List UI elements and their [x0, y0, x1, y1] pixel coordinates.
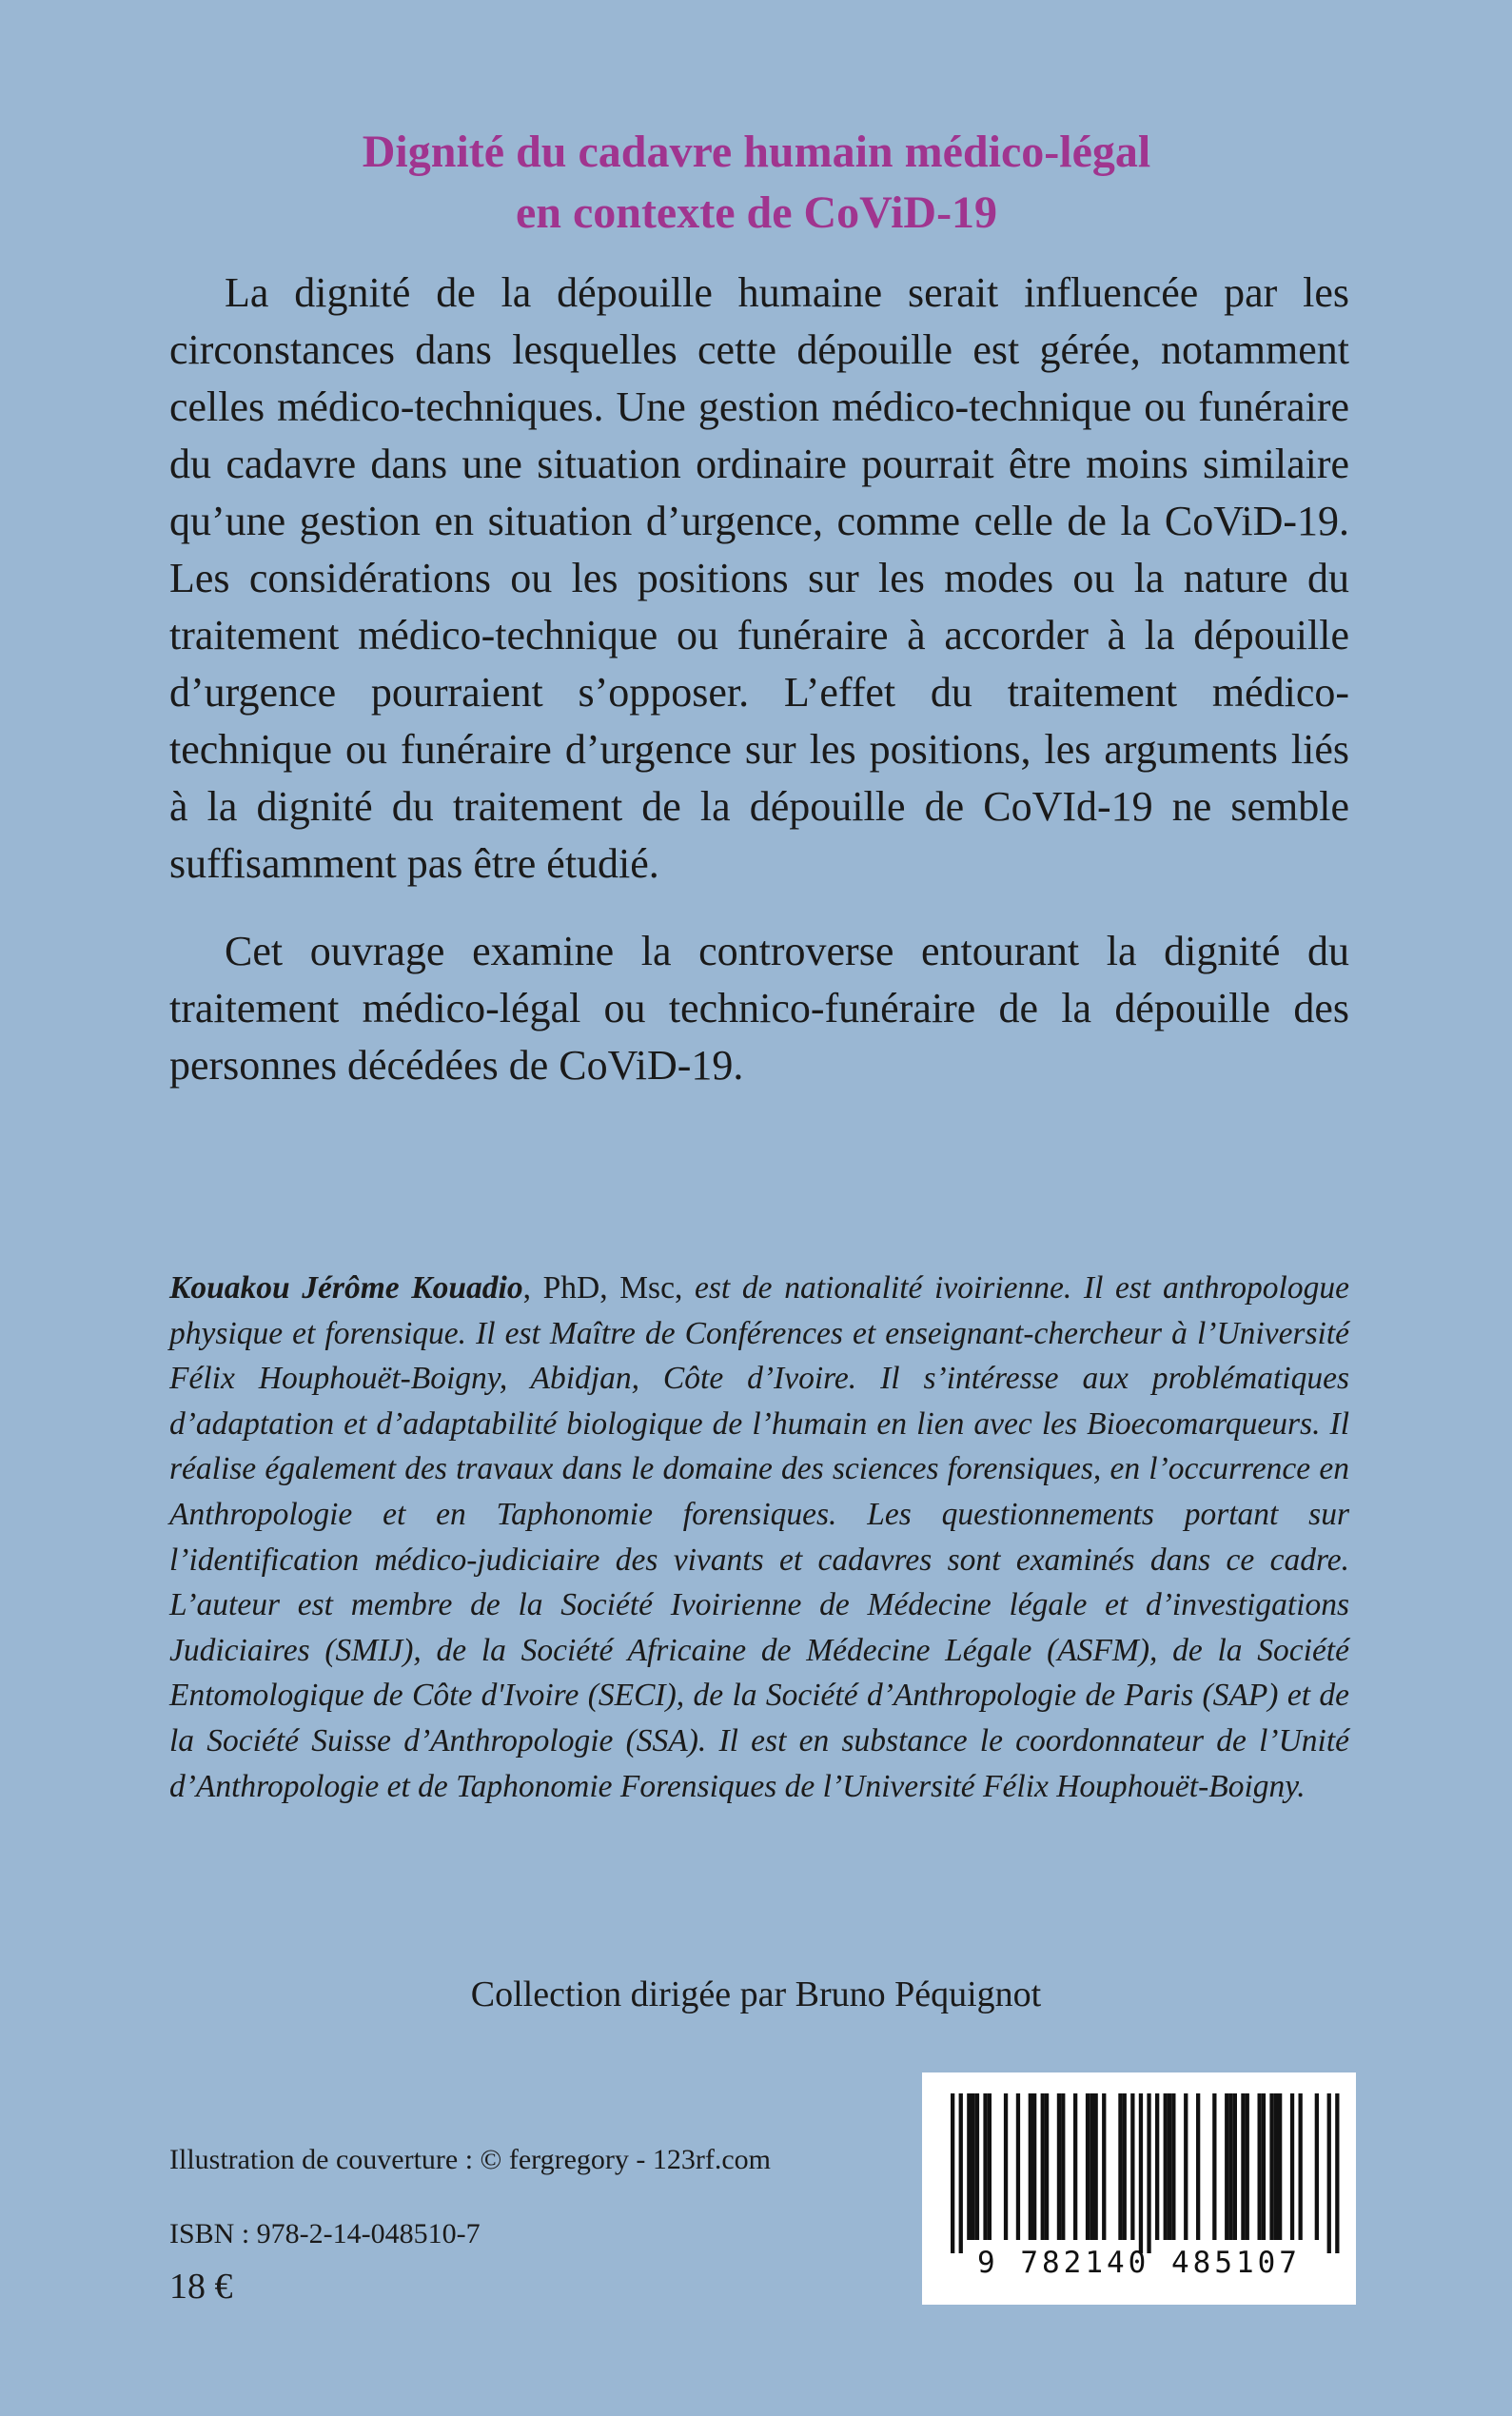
- summary-paragraph-2: Cet ouvrage examine la controverse entourant la dignité du traitement médico-légal ou technico-funéraire de la dépouille des personnes décédées de CoViD-19.: [169, 928, 1349, 1089]
- barcode-digits: 9 782140 485107: [977, 2246, 1301, 2280]
- barcode-bar: [972, 2093, 975, 2240]
- barcode-bar: [1123, 2093, 1127, 2240]
- barcode-bar: [959, 2093, 963, 2253]
- barcode-bar: [1057, 2093, 1061, 2240]
- barcode-bar: [1241, 2093, 1245, 2240]
- barcode-bar: [1118, 2093, 1122, 2240]
- book-title-line-2: en contexte de CoViD-19: [515, 187, 998, 238]
- author-name: Kouakou Jérôme Kouadio: [169, 1270, 523, 1306]
- barcode-bar: [1327, 2093, 1331, 2253]
- author-bio-text: est de nationalité ivoirienne. Il est anthropologue physique et forensique. Il est Maître de Conférences et enseignant-chercheur à l’Université Félix Houphouët-Boigny, Abidjan, Côte d’Ivoire. Il s’intéresse aux problématiques d’adaptation et d’adaptabilité biologique de l’humain en lien avec les Bioecomarqueurs. Il réalise également des travaux dans le domaine des sciences forensiques, en l’occurrence en Anthropologie et en Taphonomie forensiques. Les questionnements portant sur l’identification médico-judiciaire des vivants et cadavres sont examinés dans ce cadre. L’auteur est membre de la Société Ivoirienne de Médecine légale et d’investigations Judiciaires (SMIJ), de la Société Africaine de Médecine Légale (ASFM), de la Société Entomologique de Côte d'Ivoire (SECI), de la Société d’Anthropologie de Paris (SAP) et de la Société Suisse d’Anthropologie (SSA). Il est en substance le coordonnateur de l’Unité d’Anthropologie et de Taphonomie Forensiques de l’Université Félix Houphouët-Boigny.: [169, 1270, 1349, 1804]
- barcode-bar: [1004, 2093, 1008, 2240]
- barcode-bar: [1246, 2093, 1249, 2240]
- barcode-bar: [1164, 2093, 1168, 2240]
- barcode-bar: [1171, 2093, 1175, 2240]
- illustration-credit: Illustration de couverture : © fergregory - 123rf.com: [169, 2144, 772, 2175]
- barcode-bar: [967, 2093, 971, 2240]
- barcode-bar: [1073, 2093, 1077, 2240]
- barcode-bar: [988, 2093, 992, 2240]
- barcode-bar: [1184, 2093, 1188, 2240]
- barcode-bar: [1274, 2093, 1278, 2240]
- barcode-bar: [1212, 2093, 1216, 2240]
- barcode-bar: [1269, 2093, 1273, 2240]
- author-credentials: , PhD, Msc,: [522, 1270, 683, 1306]
- barcode-bar: [1290, 2093, 1294, 2240]
- book-title: [171, 122, 1342, 244]
- barcode-bar: [1335, 2093, 1339, 2253]
- barcode: [922, 2072, 1356, 2305]
- barcode-bar: [1041, 2093, 1045, 2240]
- barcode-bar: [1102, 2093, 1106, 2240]
- barcode-bar: [1228, 2093, 1232, 2240]
- barcode-bar: [1155, 2093, 1159, 2240]
- barcode-bar: [1196, 2093, 1200, 2240]
- barcode-bar: [1094, 2093, 1098, 2240]
- barcode-bar: [1032, 2093, 1036, 2240]
- barcode-bar: [951, 2093, 954, 2253]
- barcode-bar: [975, 2093, 979, 2240]
- barcode-bar: [1299, 2093, 1303, 2240]
- price: 18 €: [169, 2267, 233, 2307]
- author-bio-paragraph: [169, 1266, 1349, 1809]
- book-summary: [169, 265, 1349, 1094]
- barcode-bar: [1147, 2093, 1150, 2253]
- barcode-bar: [1061, 2093, 1065, 2240]
- book-title-line-1: Dignité du cadavre humain médico-légal: [362, 127, 1151, 177]
- barcode-bar: [1045, 2093, 1049, 2240]
- barcode-bar: [1262, 2093, 1266, 2240]
- barcode-bar: [1139, 2093, 1143, 2253]
- summary-paragraph-1: La dignité de la dépouille humaine serait influencée par les circonstances dans lesquelles cette dépouille est gérée, notamment celles médico-techniques. Une gestion médico-technique ou funéraire du cadavre dans une situation ordinaire pourrait être moins similaire qu’une gestion en situation d’urgence, comme celle de la CoViD-19. Les considérations ou les positions sur les modes ou la nature du traitement médico-technique ou funéraire à accorder à la dépouille d’urgence pourraient s’opposer. L’effet du traitement médico-technique ou funéraire d’urgence sur les positions, les arguments liés à la dignité du traitement de la dépouille de CoVId-19 ne semble suffisamment pas être étudié.: [169, 269, 1349, 887]
- barcode-bar: [1315, 2093, 1319, 2240]
- barcode-bar: [1090, 2093, 1093, 2240]
- barcode-bar: [1029, 2093, 1032, 2240]
- barcode-bar: [983, 2093, 987, 2240]
- author-bio: [169, 1266, 1349, 1809]
- barcode-bar: [1225, 2093, 1228, 2240]
- barcode-bar: [1130, 2093, 1134, 2240]
- barcode-bar: [1016, 2093, 1020, 2240]
- collection-line: Collection dirigée par Bruno Péquignot: [470, 1974, 1042, 2014]
- barcode-bar: [1278, 2093, 1282, 2240]
- isbn: ISBN : 978-2-14-048510-7: [169, 2218, 481, 2249]
- barcode-bar: [1168, 2093, 1171, 2240]
- barcode-bar: [1258, 2093, 1262, 2240]
- barcode-bar: [1086, 2093, 1090, 2240]
- barcode-bar: [1233, 2093, 1237, 2240]
